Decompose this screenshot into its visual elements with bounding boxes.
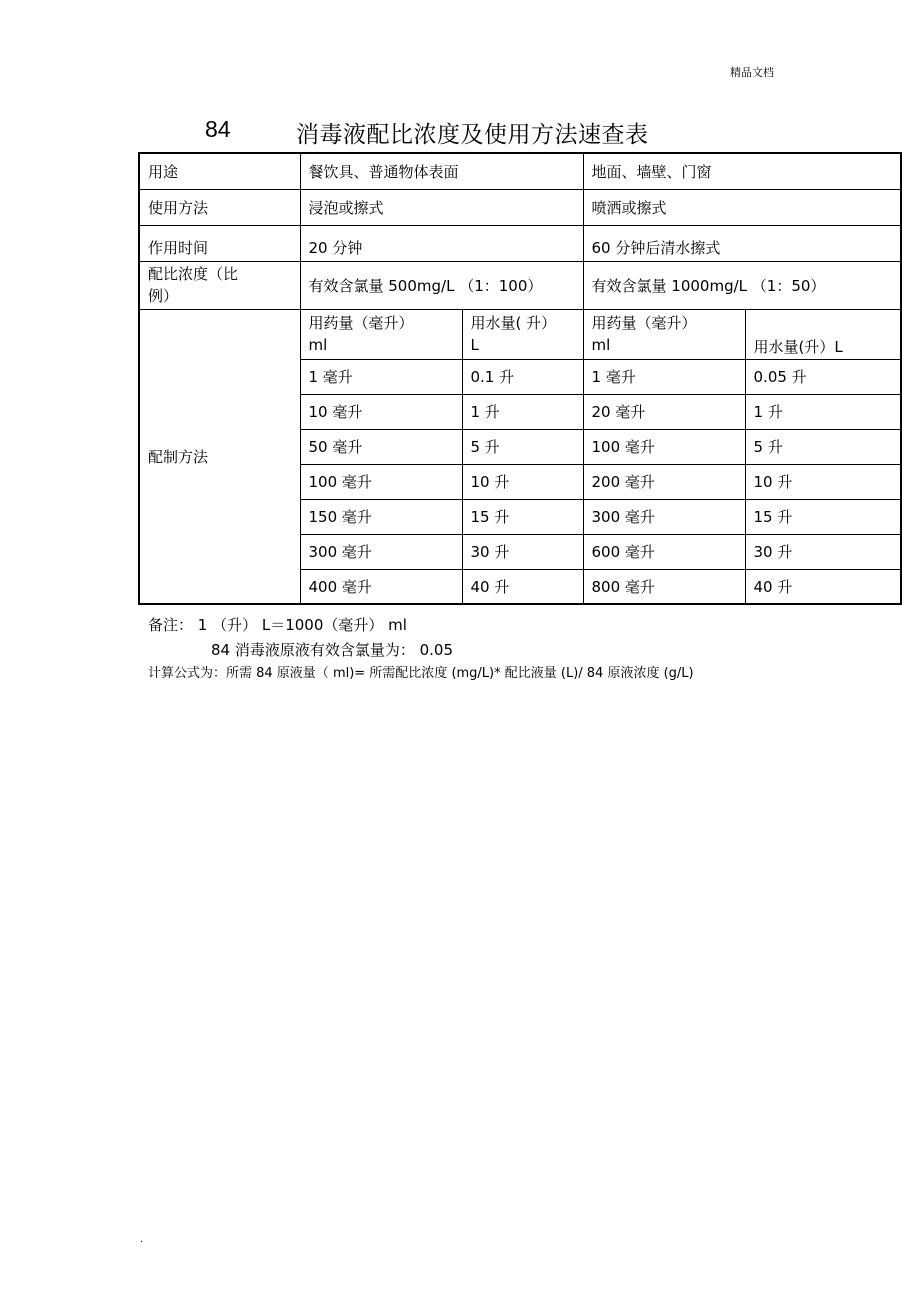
table-cell: 10 升 xyxy=(462,464,583,499)
disinfectant-table xyxy=(138,152,902,605)
time-col1: 20 分钟 xyxy=(300,225,583,261)
ratio-label xyxy=(139,261,300,309)
note-line-2: 84 消毒液原液有效含氯量为： 0.05 xyxy=(211,641,454,659)
row-time xyxy=(139,225,901,261)
table-cell: 15 升 xyxy=(462,499,583,534)
ratio-label-line1: 配比浓度（比 xyxy=(148,265,239,283)
prep-header-3-line2: ml xyxy=(591,336,611,354)
table-cell: 800 毫升 xyxy=(583,569,745,604)
formula-text: 计算公式为：所需 84 原液量（ ml)= 所需配比浓度 (mg/L)* 配比液量 (L)/ 84 原液浓度 (g/L) xyxy=(148,666,694,681)
table-cell: 1 升 xyxy=(745,394,901,429)
notes xyxy=(148,614,454,659)
method-label: 使用方法 xyxy=(139,189,300,225)
table-cell: 150 毫升 xyxy=(300,499,462,534)
row-ratio xyxy=(139,261,901,309)
ratio-label-line2: 例） xyxy=(148,287,179,305)
table-cell: 1 毫升 xyxy=(300,359,462,394)
table-cell: 5 升 xyxy=(745,429,901,464)
title-text: 消毒液配比浓度及使用方法速查表 xyxy=(296,122,649,148)
footer-dot: . xyxy=(140,1234,144,1245)
prep-header-3-line1: 用药量（毫升） xyxy=(591,314,697,332)
table-cell: 100 毫升 xyxy=(583,429,745,464)
prep-header-2-line2: L xyxy=(470,336,479,354)
table-cell: 300 毫升 xyxy=(583,499,745,534)
prep-header-4: 用水量(升）L xyxy=(745,309,901,359)
prep-header-2-line1: 用水量( 升） xyxy=(470,314,557,332)
table-cell: 10 毫升 xyxy=(300,394,462,429)
method-col1: 浸泡或擦式 xyxy=(300,189,583,225)
usage-col2: 地面、墙壁、门窗 xyxy=(583,153,901,189)
prep-label: 配制方法 xyxy=(139,309,300,604)
table-cell: 0.05 升 xyxy=(745,359,901,394)
title-number: 84 xyxy=(205,116,231,142)
table-cell: 30 升 xyxy=(462,534,583,569)
table-cell: 10 升 xyxy=(745,464,901,499)
usage-col1: 餐饮具、普通物体表面 xyxy=(300,153,583,189)
table-cell: 0.1 升 xyxy=(462,359,583,394)
table-cell: 100 毫升 xyxy=(300,464,462,499)
table-cell: 40 升 xyxy=(462,569,583,604)
table-cell: 20 毫升 xyxy=(583,394,745,429)
row-method xyxy=(139,189,901,225)
table-cell: 200 毫升 xyxy=(583,464,745,499)
table-cell: 50 毫升 xyxy=(300,429,462,464)
table-cell: 1 毫升 xyxy=(583,359,745,394)
table-cell: 600 毫升 xyxy=(583,534,745,569)
note-line-1: 备注： 1 （升） L＝1000（毫升） ml xyxy=(148,616,407,634)
time-col2: 60 分钟后清水擦式 xyxy=(583,225,901,261)
table-cell: 40 升 xyxy=(745,569,901,604)
header-mark: 精品文档 xyxy=(730,66,774,79)
ratio-col1: 有效含氯量 500mg/L （1：100） xyxy=(300,261,583,309)
table-cell: 300 毫升 xyxy=(300,534,462,569)
ratio-col2: 有效含氯量 1000mg/L （1：50） xyxy=(583,261,901,309)
time-label: 作用时间 xyxy=(139,225,300,261)
prep-header-2 xyxy=(462,309,583,359)
prep-header-1-line1: 用药量（毫升） xyxy=(308,314,414,332)
row-prep-header xyxy=(139,309,901,359)
prep-header-1-line2: ml xyxy=(308,336,328,354)
prep-header-1 xyxy=(300,309,462,359)
method-col2: 喷洒或擦式 xyxy=(583,189,901,225)
table-cell: 1 升 xyxy=(462,394,583,429)
table-cell: 30 升 xyxy=(745,534,901,569)
usage-label: 用途 xyxy=(139,153,300,189)
page-title xyxy=(0,116,920,150)
prep-header-3 xyxy=(583,309,745,359)
table-cell: 400 毫升 xyxy=(300,569,462,604)
row-usage xyxy=(139,153,901,189)
table-cell: 5 升 xyxy=(462,429,583,464)
table-cell: 15 升 xyxy=(745,499,901,534)
